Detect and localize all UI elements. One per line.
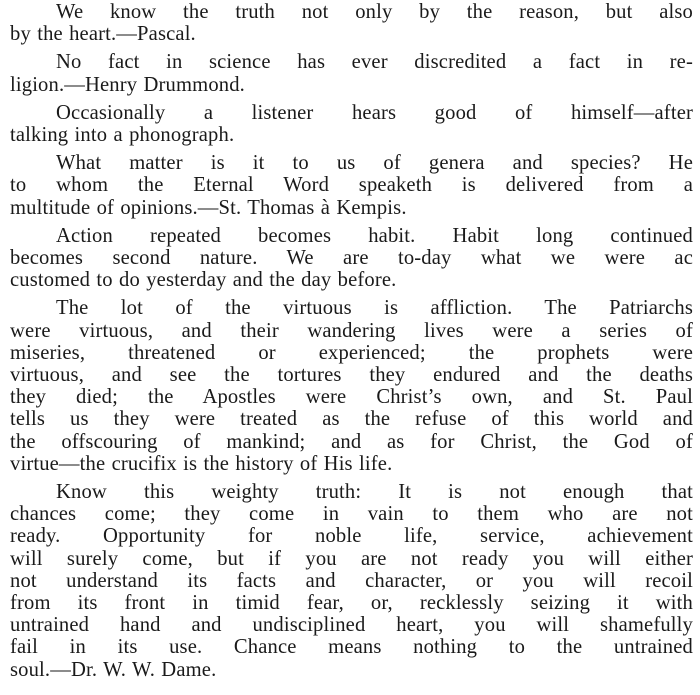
text-line: Action repeated becomes habit. Habit long continued: [56, 224, 693, 247]
text-line: untrained hand and undisciplined heart, you will shamefully: [10, 614, 693, 637]
text-line: by the heart.—Pascal.: [10, 23, 196, 46]
text-line: The lot of the virtuous is affliction. The Patriarchs: [56, 297, 693, 320]
text-line: fail in its use. Chance means nothing to the untrained: [10, 636, 693, 659]
text-line: Occasionally a listener hears good of himself—after: [56, 101, 693, 124]
text-line: customed to do yesterday and the day before.: [10, 269, 397, 292]
text-line: multitude of opinions.—St. Thomas à Kempis.: [10, 196, 407, 219]
text-line: soul.—Dr. W. W. Dame.: [10, 658, 217, 681]
text-line: to whom the Eternal Word speaketh is delivered from a: [10, 174, 693, 197]
text-line: were virtuous, and their wandering lives were a series of: [10, 319, 693, 342]
quote-pascal: [10, 1, 693, 45]
text-line: chances come; they come in vain to them who are not: [10, 503, 693, 526]
text-line: they died; the Apostles were Christ’s own, and St. Paul: [10, 386, 693, 409]
text-line: ready. Opportunity for noble life, service, achievement: [10, 525, 693, 548]
text-line: virtuous, and see the tortures they endured and the deaths: [10, 364, 693, 387]
text-line: We know the truth not only by the reason, but also: [56, 1, 693, 23]
text-line: No fact in science has ever discredited a fact in re-: [56, 51, 693, 74]
quote-virtuous: [10, 297, 693, 475]
quote-phonograph: [10, 102, 693, 146]
text-line: tells us they were treated as the refuse of this world and: [10, 408, 693, 431]
text-column: [10, 1, 693, 687]
text-line: not understand its facts and character, or you will recoil: [10, 569, 693, 592]
text-line: from its front in timid fear, or, recklessly seizing it with: [10, 592, 693, 615]
text-line: talking into a phonograph.: [10, 124, 235, 147]
quote-drummond: [10, 51, 693, 95]
text-line: Know this weighty truth: It is not enough that: [56, 481, 693, 504]
text-line: becomes second nature. We are to-day what we were ac: [10, 247, 693, 270]
quote-kempis: [10, 152, 693, 219]
quote-dame: [10, 481, 693, 681]
text-line: miseries, threatened or experienced; the prophets were: [10, 341, 693, 364]
text-line: the offscouring of mankind; and as for Christ, the God of: [10, 430, 693, 453]
text-line: ligion.—Henry Drummond.: [10, 73, 245, 96]
text-line: will surely come, but if you are not ready you will either: [10, 547, 693, 570]
text-line: virtue—the crucifix is the history of His life.: [10, 452, 393, 475]
text-line: What matter is it to us of genera and species? He: [56, 152, 693, 175]
quote-habit: [10, 225, 693, 292]
